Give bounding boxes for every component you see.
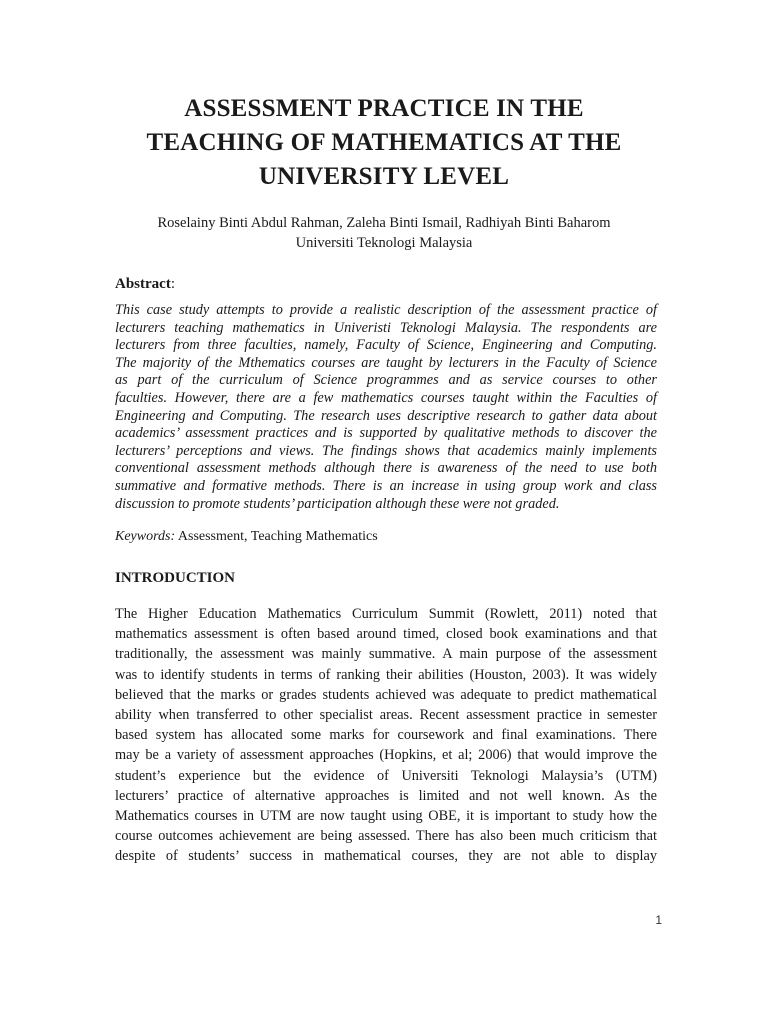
abstract-line: as part of the curriculum of Science programmes and as service courses to other	[115, 372, 657, 389]
intro-line: course outcomes achievement are being assessed. There has also been much criticism that	[115, 828, 657, 845]
title-line: ASSESSMENT PRACTICE IN THE	[184, 95, 584, 122]
intro-line: based system has allocated some marks for coursework and final examinations. There	[115, 727, 657, 744]
intro-line: ability when transferred to other specialist areas. Recent assessment practice in semester	[115, 706, 657, 723]
title-line: TEACHING OF MATHEMATICS AT THE	[146, 129, 622, 156]
intro-line: Mathematics courses in UTM are now taught using OBE, it is important to study how the	[115, 807, 657, 824]
abstract-line: summative and formative methods. There is an increase in using group work and class	[115, 477, 657, 494]
abstract-line: This case study attempts to provide a realistic description of the assessment practice of	[115, 302, 657, 318]
abstract-label: Abstract	[115, 276, 171, 292]
intro-line: traditionally, the assessment was mainly summative. A main purpose of the assessment	[115, 646, 657, 663]
title-line: UNIVERSITY LEVEL	[258, 163, 510, 190]
abstract-text	[115, 302, 657, 513]
paper-title	[100, 92, 668, 194]
introduction-heading: INTRODUCTION	[115, 570, 236, 586]
abstract-line: discussion to promote students’ participation although these were not graded.	[115, 495, 560, 512]
abstract-line: academics’ assessment practices and is supported by qualitative methods to discover the	[115, 425, 657, 442]
abstract-colon: :	[170, 276, 175, 292]
abstract-heading	[115, 274, 175, 294]
keywords-label: Keywords:	[115, 529, 176, 544]
abstract-line: faculties. However, there are a few mathematics courses taught within the Faculties of	[115, 389, 657, 406]
abstract-line: lecturers from three faculties, namely, Faculty of Science, Engineering and Computing.	[115, 337, 657, 354]
intro-line: mathematics assessment is often based around timed, closed book examinations and that	[115, 626, 657, 643]
author-affiliation: Universiti Teknologi Malaysia	[295, 235, 473, 251]
author-block	[100, 213, 668, 253]
intro-line: was to identify students in terms of ranking their abilities (Houston, 2003). It was widely	[115, 666, 657, 683]
abstract-line: The majority of the Mthematics courses are taught by lecturers in the Faculty of Science	[115, 354, 657, 371]
intro-line: The Higher Education Mathematics Curriculum Summit (Rowlett, 2011) noted that	[115, 606, 657, 622]
abstract-line: conventional assessment methods although there is awareness of the need to use both	[115, 460, 657, 477]
author-names: Roselainy Binti Abdul Rahman, Zaleha Binti Ismail, Radhiyah Binti Baharom	[157, 215, 611, 231]
intro-line: despite of students’ success in mathematical courses, they are not able to display	[115, 848, 657, 865]
intro-line: student’s experience but the evidence of Universiti Teknologi Malaysia’s (UTM)	[115, 767, 657, 784]
abstract-line: lecturers’ perceptions and views. The findings shows that academics mainly implements	[115, 442, 657, 459]
intro-line: lecturers’ practice of alternative approaches is limited and not well known. As the	[115, 787, 657, 804]
keywords-line	[115, 528, 378, 546]
intro-line: may be a variety of assessment approaches (Hopkins, et al; 2006) that would improve the	[115, 747, 657, 764]
abstract-line: Engineering and Computing. The research uses descriptive research to gather data about	[115, 407, 657, 424]
introduction-text	[115, 604, 657, 866]
abstract-line: lecturers teaching mathematics in Univeristi Teknologi Malaysia. The respondents are	[115, 319, 657, 336]
intro-line: believed that the marks or grades students achieved was adequate to predict mathematical	[115, 686, 657, 703]
keywords-value: Assessment, Teaching Mathematics	[177, 529, 378, 544]
page-number: 1	[655, 913, 662, 927]
